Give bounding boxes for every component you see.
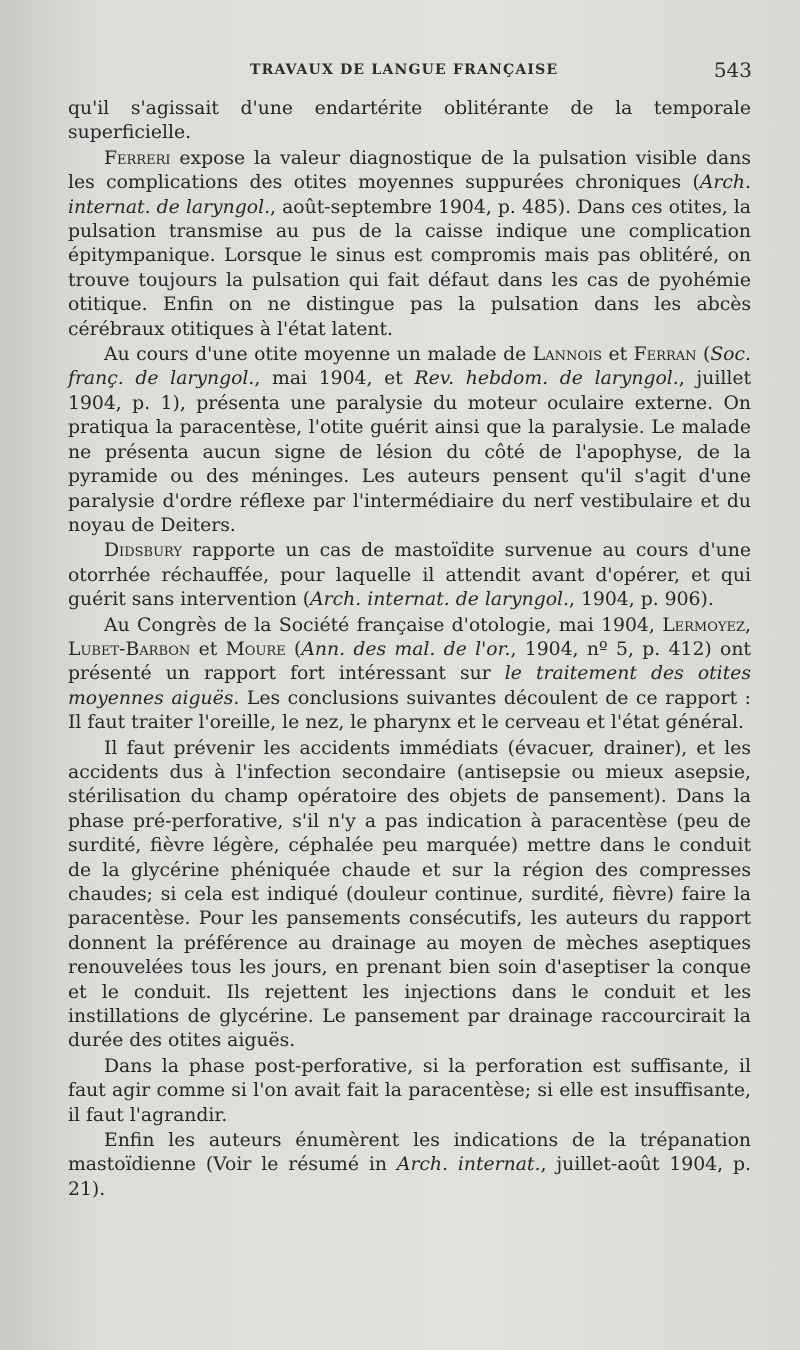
running-title: TRAVAUX DE LANGUE FRANÇAISE [250,62,559,78]
journal-citation: Arch. internat. de laryngol. [68,172,751,218]
author-name: Ferran [633,344,697,366]
paragraph-congres: Au Congrès de la Société française d'otologie, mai 1904, Lermoyez, Lubet-Barbon et Moure (Ann. des mal. de l'or., 1904, nº 5, p. 412) ont présenté un rapport fort intéressant sur le traitement des otites moyennes aiguës. Les conclusions suivantes découlent de ce rapport : Il faut traiter l'oreille, le nez, le pharynx et le cerveau et l'état général. [68,614,751,734]
author-name: Ferreri [104,147,171,169]
author-name: Lubet-Barbon [68,638,191,660]
author-name: Moure [225,638,286,660]
paragraph-trepanation: Enfin les auteurs énumèrent les indications de la trépanation mastoïdienne (Voir le résumé in Arch. internat., juillet-août 1904, p. 21). [68,1130,751,1200]
author-name: Lermoyez [662,614,746,636]
author-name: Didsbury [104,540,183,562]
journal-citation: Arch. internat. [396,1154,541,1176]
journal-citation: Ann. des mal. de l'or. [301,638,511,660]
paragraph-ferreri: Ferreri expose la valeur diagnostique de la pulsation visible dans les complications des otites moyennes suppurées chroniques (Arch. internat. de laryngol., août-septembre 1904, p. 485). Dans ces otites, la pulsation transmise au pus de la caisse indique une complication épitympanique. Lorsque le sinus est compromis mais pas oblitéré, on trouve toujours la pulsation qui fait défaut dans les cas de pyohémie otitique. Enfin on ne distingue pas la pulsation dans les abcès cérébraux otitiques à l'état latent. [68,147,751,340]
paragraph-lannois-ferran: Au cours d'une otite moyenne un malade de Lannois et Ferran (Soc. franç. de laryngol., mai 1904, et Rev. hebdom. de laryngol., juillet 1904, p. 1), présenta une paralysie du moteur oculaire externe. On pratiqua la paracentèse, l'otite guérit ainsi que la paralysie. Le malade ne présenta aucun signe de lésion du côté de l'apophyse, de la pyramide ou des méninges. Les auteurs pensent qu'il s'agit d'une paralysie d'ordre réflexe par l'intermédiaire du nerf vestibulaire et du noyau de Deiters. [68,344,752,536]
page-number: 543 [713,58,752,82]
paragraph-prevention: Il faut prévenir les accidents immédiats (évacuer, drainer), et les accidents dus à l'infection secondaire (antisepsie ou mieux asepsie, stérilisation du champ opératoire des objets de pansement). Dans la phase pré-perforative, s'il n'y a pas indication à paracentèse (peu de surdité, fièvre légère, céphalée peu marquée) mettre dans le conduit de la glycérine phéniquée chaude et sur la région des compresses chaudes; si cela est indiqué (douleur continue, surdité, fièvre) faire la paracentèse. Pour les pansements consécutifs, les auteurs du rapport donnent la préférence au drainage au moyen de mèches aseptiques renouvelées tous les jours, en prenant bien soin d'aseptiser la conque et le conduit. Ils rejettent les injections dans le conduit et les instillations de glycérine. Le pansement par drainage raccourcirait la durée des otites aiguës. [68,737,751,1052]
journal-citation: Rev. hebdom. de laryngol. [414,368,679,390]
journal-citation: Arch. internat. de laryngol. [310,589,570,611]
paragraph-post-perforative: Dans la phase post-perforative, si la perforation est suffisante, il faut agir comme si l'on avait fait la paracentèse; si elle est insuffisante, il faut l'agrandir. [68,1055,751,1126]
author-name: Lannois [532,344,603,366]
paragraph-continuation: qu'il s'agissait d'une endartérite oblitérante de la temporale superficielle. [68,98,751,144]
page-body [68,97,751,1202]
paragraph-didsbury: Didsbury rapporte un cas de mastoïdite survenue au cours d'une otorrhée réchauffée, pour laquelle il attendit avant d'opérer, et qui guérit sans intervention (Arch. internat. de laryngol., 1904, p. 906). [68,540,751,611]
page-header [70,58,760,86]
report-title: le traitement des otites moyennes aiguës [68,663,751,709]
journal-citation: Soc. franç. de laryngol. [68,344,751,390]
